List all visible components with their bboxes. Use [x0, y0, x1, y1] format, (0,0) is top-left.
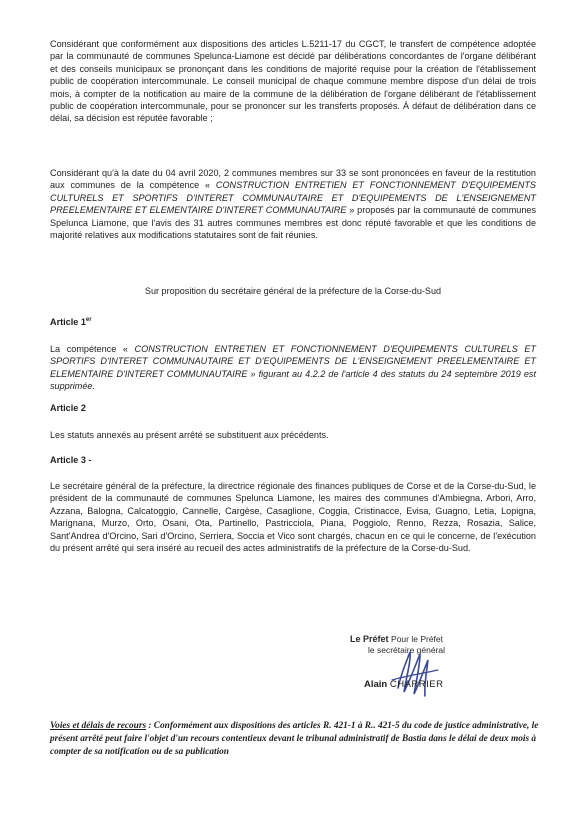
appeal-notice-label: Voies et délais de recours — [50, 721, 147, 731]
article-1-text — [50, 343, 536, 393]
signatory-last-name: CHARRIER — [389, 679, 444, 690]
article-3-heading: Article 3 - — [50, 455, 92, 465]
considerant-2-text-end: » proposés par la communauté de communes Spelunca Liamone, que l'avis des 31 autres communes membres est donc réputé favorable et que les conditions de majorité relatives aux modifications statutaires sont de fait réunies. — [50, 205, 536, 241]
signature-prefet: Le Préfet — [350, 634, 389, 644]
proposal-line: Sur proposition du secrétaire général de la préfecture de la Corse-du-Sud — [144, 286, 442, 296]
appeal-notice — [50, 720, 540, 759]
competence-title: CONSTRUCTION ENTRETIEN ET FONCTIONNEMENT D'EQUIPEMENTS CULTURELS ET SPORTIFS D'INTERET COMMUNAUTAIRE ET D'EQUIPEMENTS DE L'ENSEIGNEMENT PREELEMENTAIRE ET ELEMENTAIRE D'INTERET COMMUNAUTAIRE — [50, 180, 536, 216]
signatory-name — [364, 679, 444, 690]
considerant-2-text: Considérant qu'à la date du 04 avril 2020, 2 communes membres sur 33 se sont prononcées en faveur de la restitution aux communes de la compétence « — [50, 168, 536, 191]
article-2-heading: Article 2 — [50, 403, 86, 413]
article-3-text: Le secrétaire général de la préfecture, la directrice régionale des finances publiques de Corse et de la Corse-du-Sud, le président de la communauté de communes Spelunca Liamone, les maires des communes d'Ambiegna, Arbori, Arro, Azzana, Balogna, Calcatoggio, Cannelle, Cargèse, Casaglione, Coggia, Cristinacce, Evisa, Guagno, Letia, Lopigna, Marignana, Murzo, Orto, Osani, Ota, Partinello, Pastricciola, Piana, Poggiolo, Renno, Rezza, Rosazia, Salice, Sant'Andrea d'Orcino, Sari d'Orcino, Serriera, Soccia et Vico sont chargés, chacun en ce qui le concerne, de l'exécution du présent arrêté qui sera inséré au recueil des actes administratifs de la préfecture de la Corse-du-Sud. — [50, 481, 536, 554]
article-1-sup: er — [85, 316, 92, 323]
article-1-text-start: La compétence « — [50, 344, 135, 354]
signatory-first-name: Alain — [364, 679, 388, 690]
handwritten-signature — [380, 640, 450, 700]
appeal-notice-text: : Conformément aux dispositions des articles R. 421-1 à R.. 421-5 du code de justice administrative, le présent arrêté peut faire l'objet d'un recours contentieux devant le tribunal administratif de Bastia dans le délai de deux mois à compter de sa notification ou de sa publication — [50, 721, 539, 757]
considerant-paragraph-1: Considérant que conformément aux dispositions des articles L.5211-17 du CGCT, le transfert de compétence adoptée par la communauté de communes Spelunca-Liamone est décidé par délibérations concordantes de l'organe délibérant et des conseils municipaux se prononçant dans les conditions de majorité requise pour la création de l'établissement public de coopération intercommunale. Le conseil municipal de chaque commune membre dispose d'un délai de trois mois, à compter de la notification au maire de la commune de la délibération de l'organe délibérant de l'établissement public de coopération intercommunale, pour se prononcer sur les transferts proposés. À défaut de délibération dans ce délai, sa décision est réputée favorable ; — [50, 39, 536, 124]
article-2-text: Les statuts annexés au présent arrêté se substituent aux précédents. — [50, 430, 329, 440]
signature-block — [340, 630, 490, 710]
article-1-competence: CONSTRUCTION ENTRETIEN ET FONCTIONNEMENT D'EQUIPEMENTS CULTURELS ET SPORTIFS D'INTERET COMMUNAUTAIRE ET D'EQUIPEMENTS DE L'ENSEIGNEMENT PREELEMENTAIRE ET ELEMENTAIRE D'INTERET COMMUNAUTAIRE — [50, 344, 536, 379]
article-1-heading — [50, 317, 92, 327]
considerant-paragraph-2 — [50, 167, 536, 241]
signature-secretaire-general: le secrétaire général — [368, 645, 446, 655]
article-1-text-end: » figurant au 4.2.2 de l'article 4 des statuts du 24 septembre 2019 est supprimée. — [50, 368, 537, 392]
signature-pour-le-prefet: Pour le Préfet — [391, 634, 444, 644]
article-1-label: Article 1 — [50, 317, 86, 327]
